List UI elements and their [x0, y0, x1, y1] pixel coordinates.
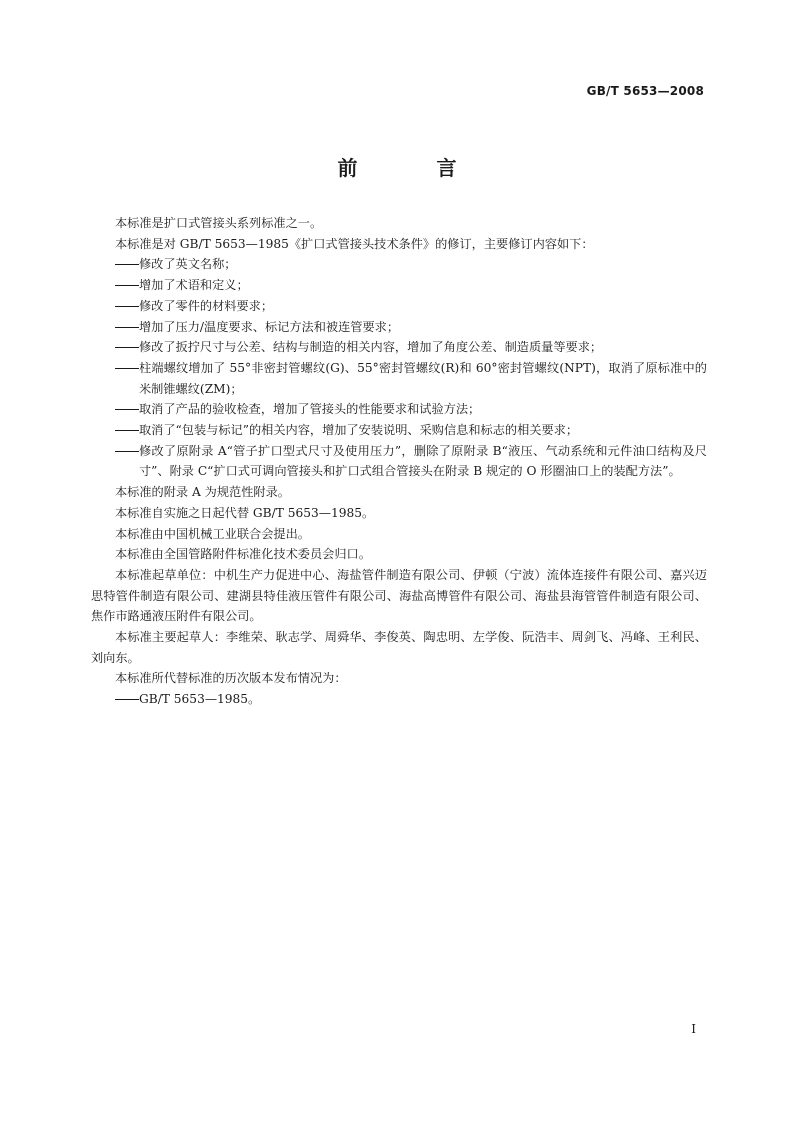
change-item	[91, 441, 707, 482]
standard-code: GB/T 5653—2008	[586, 84, 704, 98]
drafting-units-paragraph: 本标准起草单位：中机生产力促进中心、海盐管件制造有限公司、伊顿（宁波）流体连接件有限公司、嘉兴迈思特管件制造有限公司、建湖县特佳液压管件有限公司、海盐高博管件有限公司、海盐县海管管件制造有限公司、焦作市路通液压附件有限公司。	[91, 567, 707, 624]
paragraph: 本标准的附录 A 为规范性附录。	[115, 485, 290, 500]
dash-mark	[115, 409, 139, 410]
dash-mark	[115, 264, 139, 265]
change-item-text: 增加了压力/温度要求、标记方法和被连管要求；	[139, 319, 400, 334]
change-item	[91, 358, 707, 399]
change-item	[91, 317, 707, 338]
history-item	[91, 689, 707, 710]
change-item-text: 取消了“包装与标记”的相关内容，增加了安装说明、采购信息和标志的相关要求；	[139, 423, 579, 438]
dash-mark	[115, 306, 139, 307]
change-item	[91, 296, 707, 317]
dash-mark	[115, 451, 139, 452]
change-item-text: 修改了英文名称；	[139, 257, 237, 272]
paragraph: 本标准由全国管路附件标准化技术委员会归口。	[115, 547, 371, 562]
document-body	[91, 213, 707, 710]
history-item-text: GB/T 5653—1985。	[139, 692, 261, 707]
change-item	[91, 337, 707, 358]
dash-mark	[115, 430, 139, 431]
drafters-paragraph: 本标准主要起草人：李维荣、耿志学、周舜华、李俊英、陶忠明、左学俊、阮浩丰、周剑飞、冯峰、王利民、刘向东。	[91, 630, 707, 665]
paragraph: 本标准由中国机械工业联合会提出。	[115, 526, 310, 541]
change-item-text: 增加了术语和定义；	[139, 278, 249, 293]
change-item	[91, 254, 707, 275]
change-item-text: 修改了零件的材料要求；	[139, 298, 274, 313]
page-title: 前 言	[337, 156, 493, 180]
paragraph: 本标准是对 GB/T 5653—1985《扩口式管接头技术条件》的修订，主要修订内容如下：	[115, 236, 594, 251]
paragraph: 本标准所代替标准的历次版本发布情况为：	[115, 671, 347, 686]
change-item-text: 柱端螺纹增加了 55°非密封管螺纹(G)、55°密封管螺纹(R)和 60°密封管螺纹(NPT)，取消了原标准中的米制锥螺纹(ZM)；	[139, 360, 707, 396]
page-number: I	[691, 1022, 696, 1036]
change-item	[91, 275, 707, 296]
change-item-text: 修改了原附录 A“管子扩口型式尺寸及使用压力”，删除了原附录 B“液压、气动系统和元件油口结构及尺寸”、附录 C“扩口式可调向管接头和扩口式组合管接头在附录 B 规定的 O 形圈油口上的装配方法”。	[139, 443, 707, 479]
change-item	[91, 420, 707, 441]
paragraph: 本标准自实施之日起代替 GB/T 5653—1985。	[115, 505, 375, 520]
dash-mark	[115, 327, 139, 328]
dash-mark	[115, 368, 139, 369]
dash-mark	[115, 347, 139, 348]
dash-mark	[115, 699, 139, 700]
paragraph: 本标准是扩口式管接头系列标准之一。	[115, 216, 323, 230]
change-item-text: 修改了扳拧尺寸与公差、结构与制造的相关内容，增加了角度公差、制造质量等要求；	[139, 340, 603, 355]
change-item-text: 取消了产品的验收检查，增加了管接头的性能要求和试验方法；	[139, 402, 481, 417]
dash-mark	[115, 285, 139, 286]
change-item	[91, 399, 707, 420]
